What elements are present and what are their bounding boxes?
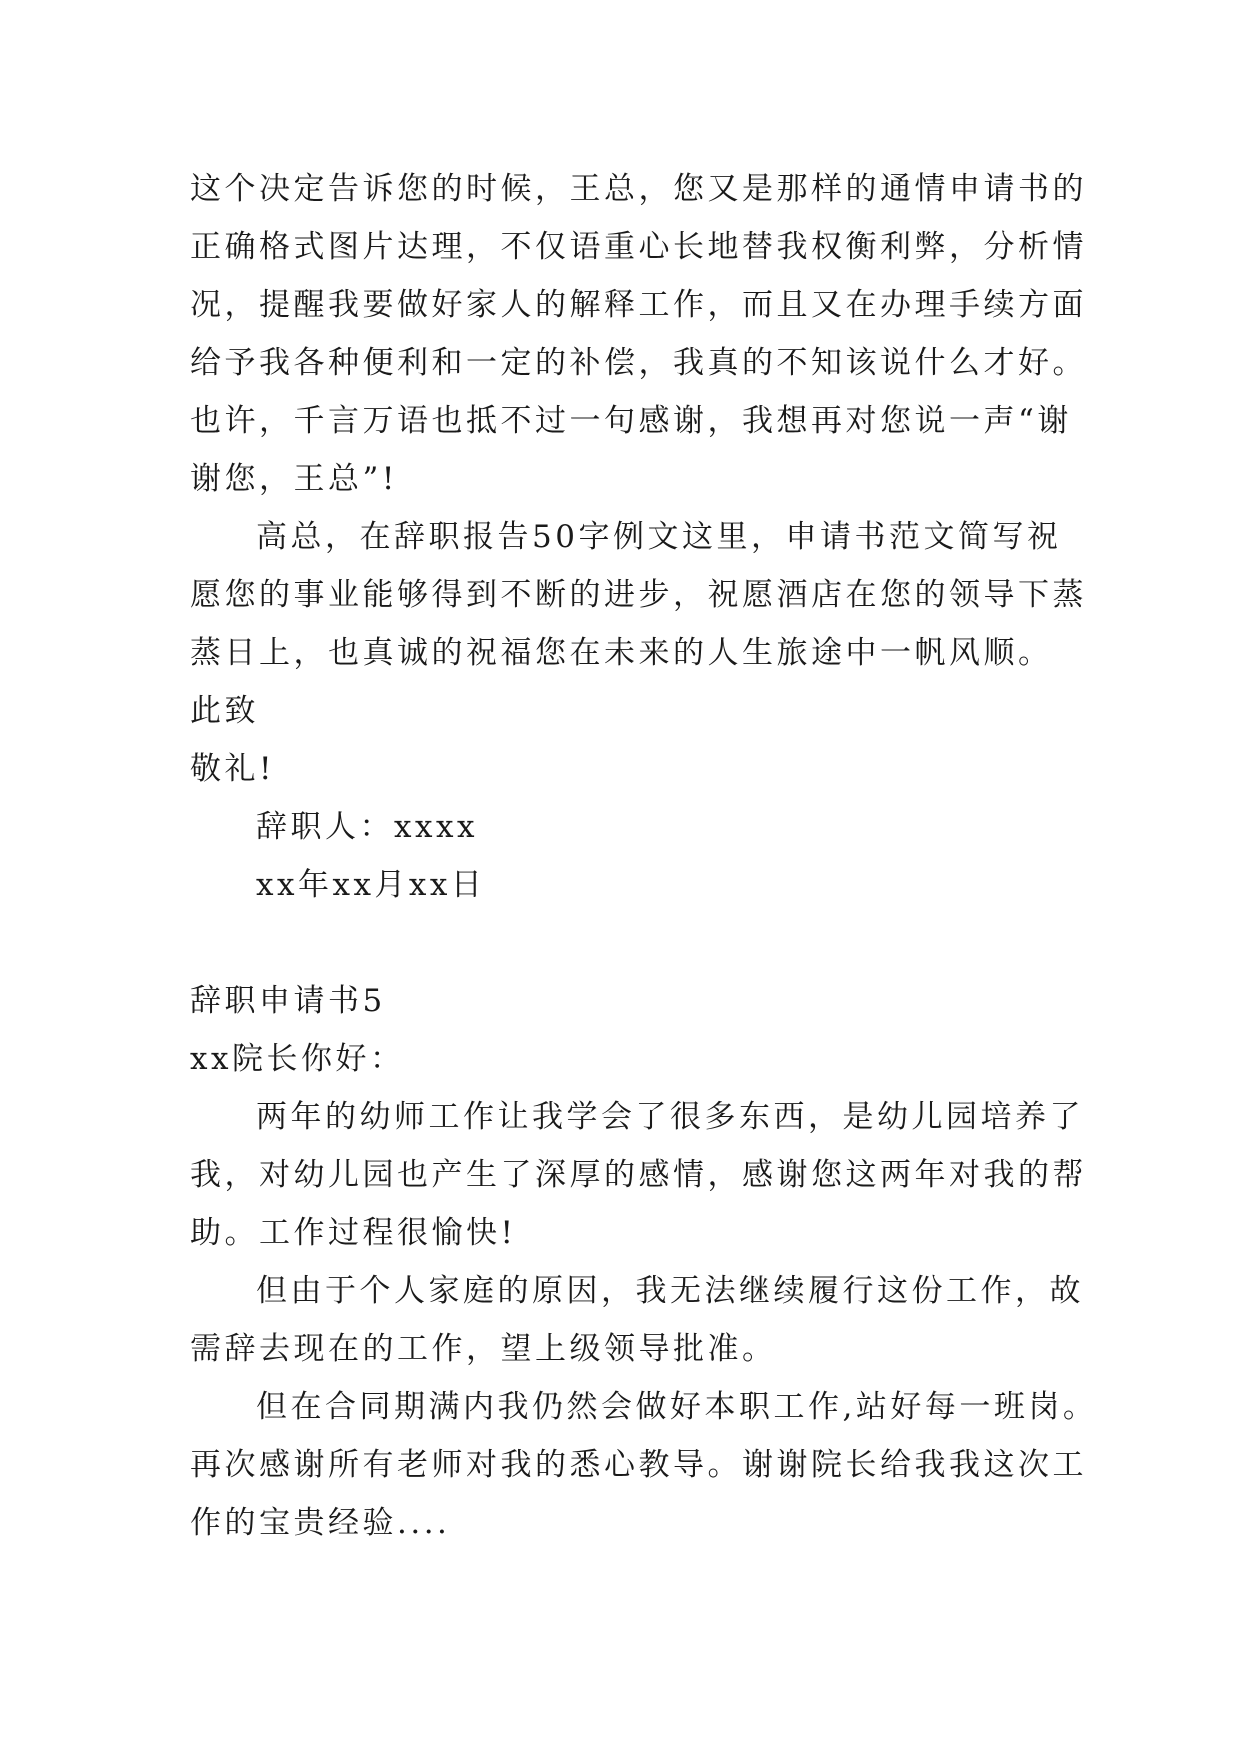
text-line: 给予我各种便利和一定的补偿，我真的不知该说什么才好。 <box>190 345 1087 381</box>
text-line: 再次感谢所有老师对我的悉心教导。谢谢院长给我我这次工 <box>190 1447 1087 1483</box>
section-spacer <box>190 914 1070 972</box>
text-line: 我，对幼儿园也产生了深厚的感情，感谢您这两年对我的帮 <box>190 1157 1087 1193</box>
text-line: 蒸日上，也真诚的祝福您在未来的人生旅途中一帆风顺。 <box>190 635 1053 671</box>
text-line: 这个决定告诉您的时候，王总，您又是那样的通情申请书的 <box>190 171 1087 207</box>
salutation: xx院长你好： <box>190 1041 405 1077</box>
thanks-paragraph <box>190 160 1087 508</box>
text-line: 谢您，王总”! <box>190 461 398 497</box>
document-body <box>190 160 1098 1552</box>
closing-line: 此致 <box>190 693 259 729</box>
text-line: 也许，千言万语也抵不过一句感谢，我想再对您说一声“谢 <box>190 403 1072 439</box>
text-line: 况，提醒我要做好家人的解释工作，而且又在办理手续方面 <box>190 287 1087 323</box>
text-line: 需辞去现在的工作，望上级领导批准。 <box>190 1331 777 1367</box>
text-line: 作的宝贵经验.... <box>190 1505 451 1541</box>
closing-salute: 敬礼! <box>190 751 275 787</box>
text-line: 两年的幼师工作让我学会了很多东西，是幼儿园培养了 <box>256 1099 1084 1135</box>
text-line: 但在合同期满内我仍然会做好本职工作,站好每一班岗。 <box>256 1389 1098 1425</box>
letter-title: 辞职申请书5 <box>190 983 386 1019</box>
wish-paragraph <box>190 508 1087 682</box>
text-line: 高总，在辞职报告50字例文这里，申请书范文简写祝 <box>256 519 1062 555</box>
paragraph-1 <box>190 1088 1087 1262</box>
text-line: 愿您的事业能够得到不断的进步，祝愿酒店在您的领导下蒸 <box>190 577 1087 613</box>
text-line: 助。工作过程很愉快! <box>190 1215 517 1251</box>
signer-line: 辞职人：xxxx <box>256 809 478 845</box>
date-line: xx年xx月xx日 <box>256 867 486 903</box>
text-line: 但由于个人家庭的原因，我无法继续履行这份工作，故 <box>256 1273 1084 1309</box>
text-line: 正确格式图片达理，不仅语重心长地替我权衡利弊，分析情 <box>190 229 1087 265</box>
paragraph-3 <box>190 1378 1098 1552</box>
paragraph-2 <box>190 1262 1084 1378</box>
